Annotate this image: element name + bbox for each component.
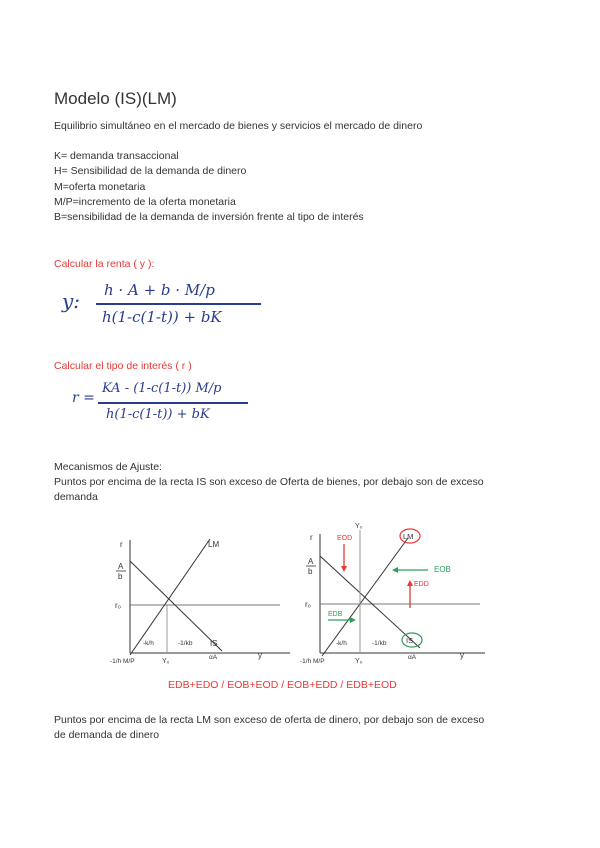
graph-right-a-top: A <box>308 557 314 566</box>
renta-fraction-bar <box>96 303 261 305</box>
graph-right <box>300 516 490 670</box>
graph-left-is-label: IS <box>210 639 218 648</box>
graph-right-r0: r₀ <box>305 600 311 609</box>
graph-left-axis-y: y <box>258 651 262 660</box>
page-title: Modelo (IS)(LM) <box>54 89 177 108</box>
graph-right-eod-arrowhead <box>341 566 347 572</box>
ajuste-line2: demanda <box>54 491 98 503</box>
renta-lhs: y: <box>62 289 81 313</box>
graph-right-eod: EOD <box>337 535 353 542</box>
definition-mp: M/P=incremento de la oferta monetaria <box>54 196 236 208</box>
interes-lhs: r = <box>72 390 95 406</box>
graph-left-kh: -k/h <box>143 640 154 647</box>
graph-left-ab: -1/kb <box>178 640 193 647</box>
graph-left-is-line <box>130 561 222 651</box>
graph-right-is-label: IS <box>406 636 414 645</box>
graph-right-axis-r: r <box>310 533 313 542</box>
graph-left-a-top: A <box>118 562 124 571</box>
definition-m: M=oferta monetaria <box>54 181 146 193</box>
interes-heading: Calcular el tipo de interés ( r ) <box>54 360 192 372</box>
graph-right-y0: Y₀ <box>355 658 363 665</box>
graph-right-edb-arrowhead <box>350 617 356 623</box>
graph-left <box>110 525 295 670</box>
graph-right-y0-top: Y₀ <box>355 523 363 530</box>
definition-b: B=sensibilidad de la demanda de inversión frente al tipo de interés <box>54 211 364 223</box>
subtitle: Equilibrio simultáneo en el mercado de bienes y servicios el mercado de dinero <box>54 120 423 132</box>
graph-right-ab: -1/kb <box>372 640 387 647</box>
graph-right-a-bottom: b <box>308 567 313 576</box>
definition-h: H= Sensibilidad de la demanda de dinero <box>54 165 247 177</box>
graph-right-edd-arrowhead <box>407 580 413 586</box>
graph-left-lm-line <box>130 539 210 655</box>
graph-legend: EDB+EDO / EOB+EOD / EOB+EDD / EDB+EOD <box>168 679 397 691</box>
renta-denominator: h(1-c(1-t)) + bK <box>102 308 222 326</box>
definition-k: K= demanda transaccional <box>54 150 179 162</box>
graph-right-eob: EOB <box>434 565 451 574</box>
renta-numerator: h · A + b · M/p <box>104 281 215 299</box>
renta-heading: Calcular la renta ( y ): <box>54 258 155 270</box>
graph-right-edb: EDB <box>328 611 343 618</box>
graph-right-neg-label: -1/h M/P <box>300 658 325 665</box>
graph-right-lm-label: LM <box>403 532 414 541</box>
graph-left-r0: r₀ <box>115 601 121 610</box>
graph-left-lm-label: LM <box>208 540 220 549</box>
conclusion-line2: de demanda de dinero <box>54 729 160 741</box>
renta-formula <box>56 275 261 337</box>
graph-left-y0: Y₀ <box>162 658 170 665</box>
graph-right-axis-y: y <box>460 651 464 660</box>
interes-denominator: h(1-c(1-t)) + bK <box>106 407 210 422</box>
interes-formula <box>72 378 257 436</box>
graph-left-ah: αA <box>209 654 218 661</box>
graph-left-neg-label: -1/h M/P <box>110 658 135 665</box>
conclusion-line1: Puntos por encima de la recta LM son exceso de oferta de dinero, por debajo son de exceso <box>54 714 485 726</box>
ajuste-heading: Mecanismos de Ajuste: <box>54 461 162 473</box>
graph-left-axis-r: r <box>120 540 123 549</box>
interes-fraction-bar <box>98 402 248 404</box>
graph-right-ah: αA <box>408 654 417 661</box>
graph-right-edd: EDD <box>414 581 429 588</box>
interes-numerator: KA - (1-c(1-t)) M/p <box>102 381 222 396</box>
graph-left-a-bottom: b <box>118 572 123 581</box>
graph-right-kh: -k/h <box>336 640 347 647</box>
graph-right-eob-arrowhead <box>392 567 398 573</box>
ajuste-line1: Puntos por encima de la recta IS son exceso de Oferta de bienes, por debajo son de exceso <box>54 476 484 488</box>
